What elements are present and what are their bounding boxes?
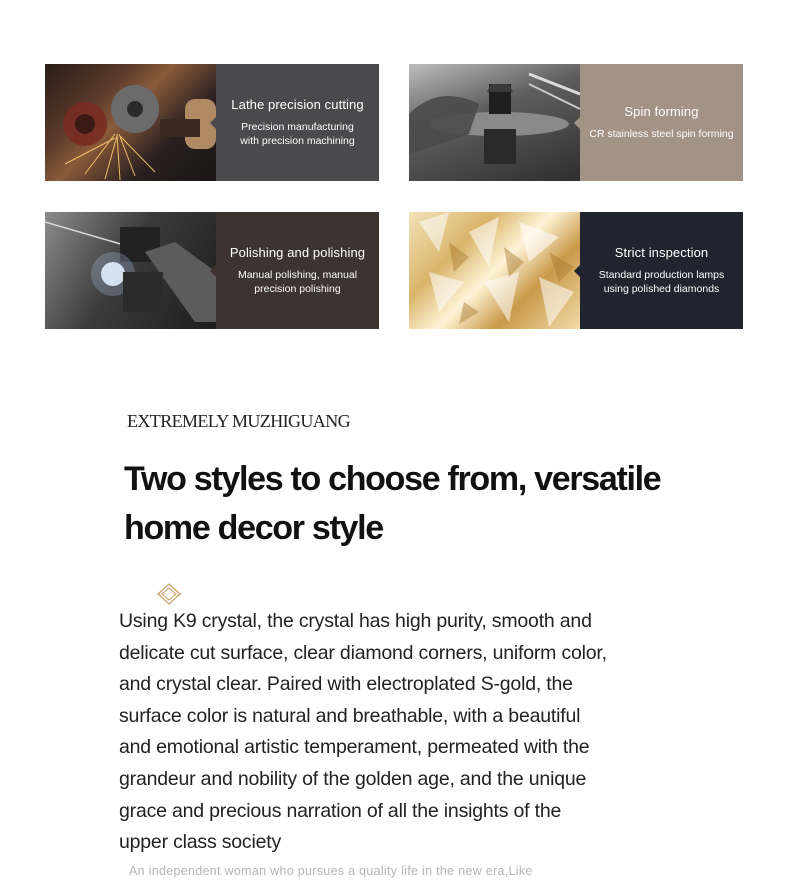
grinder-sparks-photo — [45, 64, 216, 181]
description-paragraph: Using K9 crystal, the crystal has high purity, smooth and delicate cut surface, clear diamond corners, uniform color, and crystal clear. Paired with electroplated S-gold, the surface color is natural and breathable, with a beautiful and emotional artistic temperament, permeated with the grandeur and nobility of the golden age, and the unique grace and precious narration of all the insights of the upper class society — [119, 610, 607, 854]
diamond-ornament-icon — [156, 583, 182, 605]
spin-forming-photo — [409, 64, 580, 181]
card-description: Standard production lamps using polished diamonds — [598, 269, 725, 295]
process-card-inspection — [409, 212, 743, 329]
card-title: Polishing and polishing — [229, 245, 366, 260]
card-title: Spin forming — [624, 104, 699, 119]
card-title: Strict inspection — [614, 245, 709, 260]
polishing-photo — [45, 212, 216, 329]
process-card-polishing — [45, 212, 379, 329]
card-description: Manual polishing, manual precision polishing — [237, 269, 358, 295]
card-description: CR stainless steel spin forming — [589, 128, 734, 140]
crystal-closeup-photo — [409, 212, 580, 329]
card-text-panel — [216, 212, 379, 329]
card-description: Precision manufacturing with precision machining — [240, 121, 355, 147]
process-card-spin-forming — [409, 64, 743, 181]
process-card-lathe — [45, 64, 379, 181]
card-text-panel — [580, 212, 743, 329]
faded-subline: An independent woman who pursues a quality life in the new era,Like — [129, 864, 533, 878]
card-title: Lathe precision cutting — [231, 97, 364, 112]
card-text-panel — [580, 64, 743, 181]
section-kicker: EXTREMELY MUZHIGUANG — [127, 411, 351, 431]
section-headline: Two styles to choose from, versatile home decor style — [124, 460, 661, 547]
card-text-panel — [216, 64, 379, 181]
